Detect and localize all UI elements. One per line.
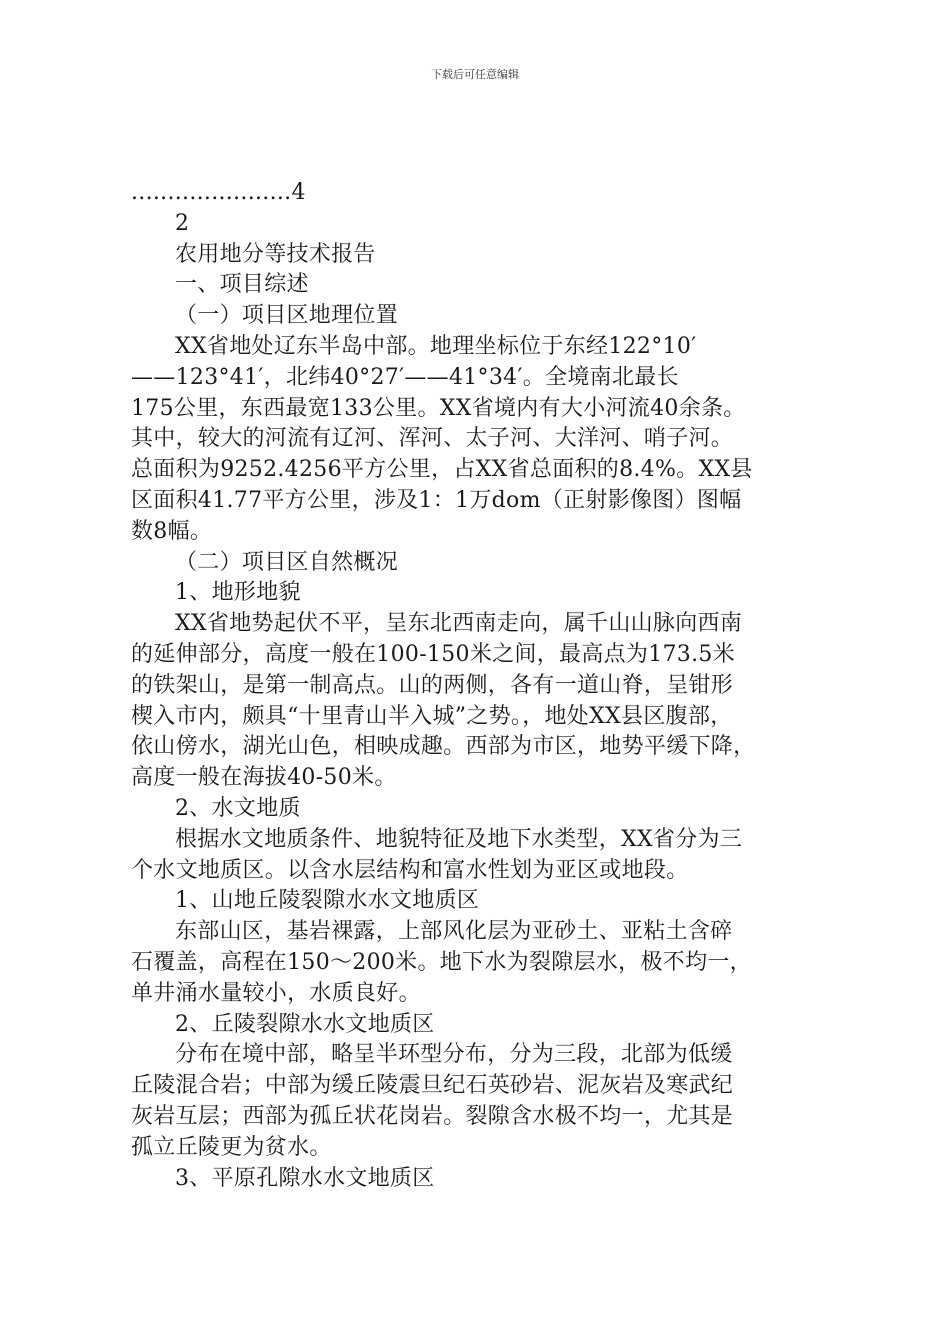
paragraph-line: 区面积41.77平方公里，涉及1：1万dom（正射影像图）图幅 bbox=[131, 487, 742, 513]
paragraph-line: 的铁架山，是第一制高点。山的两侧，各有一道山脊，呈钳形 bbox=[131, 672, 734, 698]
toc-page-number: 2 bbox=[175, 210, 190, 236]
section-heading: 一、项目综述 bbox=[175, 272, 309, 298]
subsection-heading: （二）项目区自然概况 bbox=[175, 549, 399, 575]
paragraph-line: 个水文地质区。以含水层结构和富水性划为亚区或地段。 bbox=[131, 857, 689, 883]
paragraph-line: 分布在境中部，略呈半环型分布，分为三段，北部为低缓 bbox=[175, 1042, 733, 1068]
paragraph-line: 依山傍水，湖光山色，相映成趣。西部为市区，地势平缓下降， bbox=[131, 734, 756, 760]
paragraph-line: 175公里，东西最宽133公里。XX省境内有大小河流40余条。 bbox=[131, 395, 746, 421]
page-header: 下载后可任意编辑 bbox=[431, 68, 519, 81]
subsection-heading: （一）项目区地理位置 bbox=[175, 303, 399, 329]
zone-heading: 3、平原孔隙水水文地质区 bbox=[175, 1165, 435, 1191]
zone-heading: 2、丘陵裂隙水水文地质区 bbox=[175, 1011, 435, 1037]
paragraph-line: XX省地处辽东半岛中部。地理坐标位于东经122°10′ bbox=[175, 333, 697, 359]
paragraph-line: 单井涌水量较小，水质良好。 bbox=[131, 980, 421, 1006]
paragraph-line: 其中，较大的河流有辽河、浑河、太子河、大洋河、哨子河。 bbox=[131, 426, 734, 452]
paragraph-line: 根据水文地质条件、地貌特征及地下水类型，XX省分为三 bbox=[175, 826, 743, 852]
paragraph-line: 东部山区，基岩裸露，上部风化层为亚砂土、亚粘土含碎 bbox=[175, 919, 733, 945]
toc-leader-line: ......................4 bbox=[131, 180, 306, 205]
item-heading: 1、地形地貌 bbox=[175, 580, 301, 606]
paragraph-line: 石覆盖，高程在150～200米。地下水为裂隙层水，极不均一， bbox=[131, 949, 752, 975]
paragraph-line: 灰岩互层；西部为孤丘状花岗岩。裂隙含水极不均一，尤其是 bbox=[131, 1103, 734, 1129]
paragraph-line: 总面积为9252.4256平方公里，占XX省总面积的8.4%。XX县 bbox=[131, 457, 753, 483]
paragraph-line: 的延伸部分，高度一般在100-150米之间，最高点为173.5米 bbox=[131, 641, 735, 667]
report-title: 农用地分等技术报告 bbox=[175, 241, 376, 267]
item-heading: 2、水文地质 bbox=[175, 795, 301, 821]
paragraph-line: 楔入市内，颇具“十里青山半入城”之势。，地处XX县区腹部， bbox=[131, 703, 733, 729]
paragraph-line: 孤立丘陵更为贫水。 bbox=[131, 1134, 332, 1160]
paragraph-line: 数8幅。 bbox=[131, 518, 213, 544]
paragraph-line: XX省地势起伏不平，呈东北西南走向，属千山山脉向西南 bbox=[175, 611, 743, 637]
paragraph-line: 丘陵混合岩；中部为缓丘陵震旦纪石英砂岩、泥灰岩及寒武纪 bbox=[131, 1073, 734, 1099]
document-body bbox=[131, 178, 841, 1194]
paragraph-line: ——123°41′，北纬40°27′——41°34′。全境南北最长 bbox=[131, 364, 679, 390]
zone-heading: 1、山地丘陵裂隙水水文地质区 bbox=[175, 888, 480, 914]
paragraph-line: 高度一般在海拔40-50米。 bbox=[131, 765, 397, 791]
